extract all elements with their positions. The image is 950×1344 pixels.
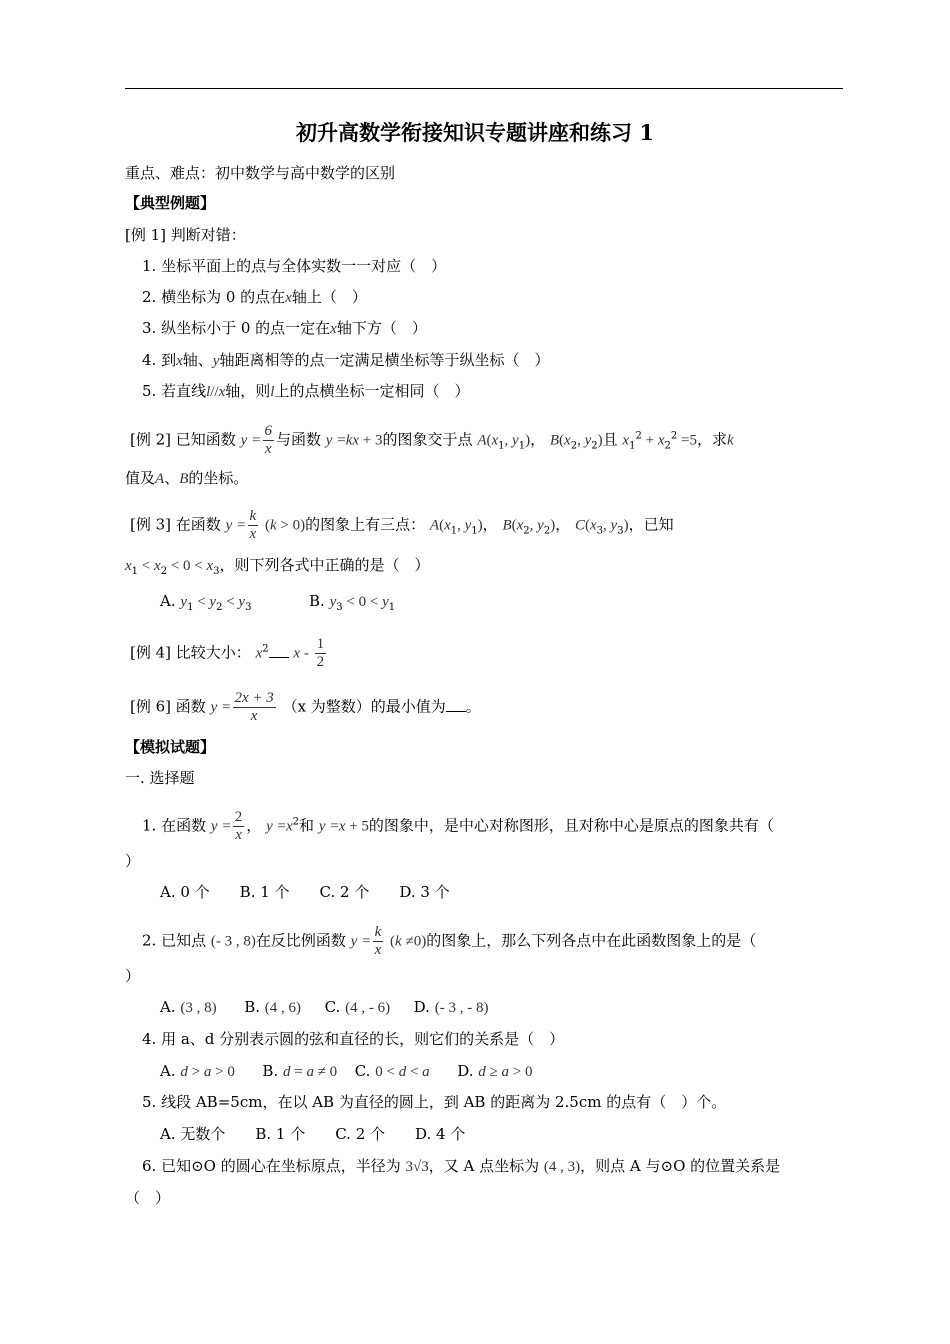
q6-line-1: 6. 已知⊙O 的圆心在坐标原点，半径为 3√3，又 A 点坐标为 (4 , 3)，则点 A 与⊙O 的位置关系是 [142, 1157, 781, 1175]
ex2-line-1: [例 2] 已知函数 y = $\frac{6}{x}$ 与函数 y =kx + 3的图象交于点 $A(x_1$, $y_1$)， $B(x_2$, $y_2$)且 $x_1^2 + x_2^2 =5$，求k [130, 423, 734, 457]
q5-line: 5. 线段 AB=5cm，在以 AB 为直径的圆上，到 AB 的距离为 2.5cm 的点有（ ）个。 [142, 1093, 727, 1111]
ex6-line: [例 6] 函数 y = $\frac{2x + 3}{x}$ （x 为整数）的最小值为 。 [130, 690, 481, 724]
ex1-head: [例 1] 判断对错： [125, 226, 246, 244]
q2-options: A. (3 , 8) B. (4 , 6) C. (4 , - 6) D. (- 3 , - 8) [160, 998, 489, 1016]
part-choice-questions: 一. 选择题 [125, 769, 195, 787]
ex3-line-2: $x_1 < x_2 < 0 < x_3$，则下列各式中正确的是（ ） [125, 556, 430, 577]
q4-line: 4. 用 a、d 分别表示圆的弦和直径的长，则它们的关系是（ ） [142, 1030, 565, 1048]
ex1-item-1: 1. 坐标平面上的点与全体实数一一对应（ ） [142, 257, 447, 275]
fraction-k-over-x: $\frac{k}{x}$ [249, 508, 257, 542]
q1-line-2: ） [125, 852, 141, 870]
fraction-1-over-2: $\frac{1}{2}$ [316, 636, 325, 670]
page-title: 初升高数学衔接知识专题讲座和练习 1 [296, 120, 654, 145]
section-mock-test: 【模拟试题】 [125, 738, 216, 756]
ex2-line-2: 值及A、B的坐标。 [125, 469, 249, 487]
ex3-line-1: [例 3] 在函数 y = $\frac{k}{x}$ (k > 0)的图象上有三点： $A(x_1$, $y_1$)， $B(x_2$, $y_2$)， $C(x_3$, $y_3$)，已知 [130, 508, 674, 542]
answer-blank [269, 643, 289, 658]
q2-line-1: 2. 已知点 (- 3 , 8)在反比例函数 y = $\frac{k}{x}$ (k ≠0)的图象上，那么下列各点中在此函数图象上的是（ [142, 924, 757, 958]
ex1-item-2: 2. 横坐标为 0 的点在x轴上（ ） [142, 288, 367, 306]
q2-line-2: ） [125, 967, 141, 985]
section-typical-examples: 【典型例题】 [125, 194, 216, 212]
focus-line: 重点、难点：初中数学与高中数学的区别 [125, 164, 396, 182]
q1-options: A. 0 个 B. 1 个 C. 2 个 D. 3 个 [160, 883, 450, 901]
ex1-item-4: 4. 到x轴、y轴距离相等的点一定满足横坐标等于纵坐标（ ） [142, 351, 550, 369]
q6-line-2: （ ） [125, 1189, 171, 1207]
answer-blank [446, 697, 466, 712]
fraction-6-over-x: $\frac{6}{x}$ [264, 423, 272, 457]
ex1-item-3: 3. 纵坐标小于 0 的点一定在x轴下方（ ） [142, 319, 427, 337]
ex1-item-5: 5. 若直线l//x轴，则l上的点横坐标一定相同（ ） [142, 382, 470, 400]
fraction-k-over-x: $\frac{k}{x}$ [374, 924, 382, 958]
header-rule [125, 88, 843, 89]
q5-options: A. 无数个 B. 1 个 C. 2 个 D. 4 个 [160, 1125, 466, 1143]
ex4-line: [例 4] 比较大小： $x^2$ x - $\frac{1}{2}$ [130, 636, 325, 670]
fraction-2-over-x: $\frac{2}{x}$ [234, 809, 243, 843]
fraction-2x-plus-3-over-x: $\frac{2x + 3}{x}$ [234, 690, 274, 724]
ex3-options: A. $y_1 < y_2 < y_3$ B. $y_3 < 0 < y_1$ [160, 592, 396, 613]
q4-options: A. d > a > 0 B. d = a ≠ 0 C. 0 < d < a D. d ≥ a > 0 [160, 1062, 533, 1080]
q1-line-1: 1. 在函数 y = $\frac{2}{x}$ ， $y =x^2$和 y =x + 5的图象中，是中心对称图形，且对称中心是原点的图象共有（ [142, 809, 774, 843]
